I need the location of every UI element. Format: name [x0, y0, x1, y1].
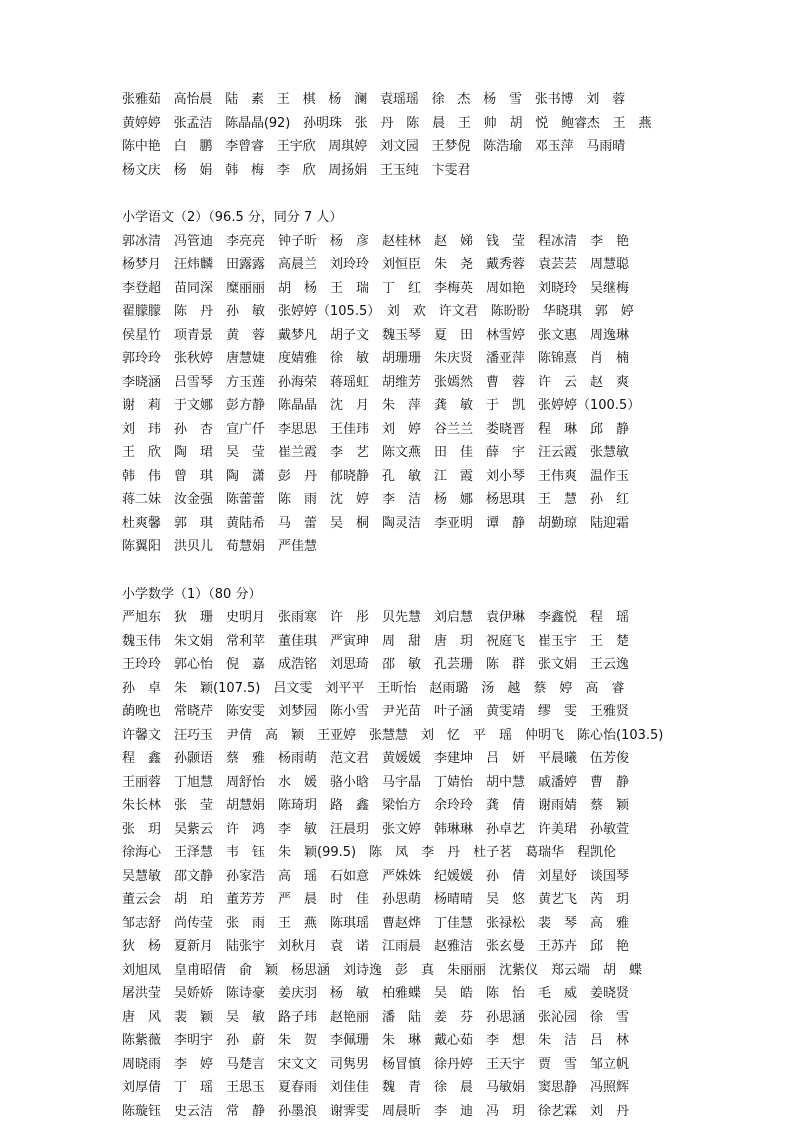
name-row: 魏玉伟 朱文娟 常利苹 董佳琪 严寅珅 周 甜 唐 玥 祝庭飞 崔玉宇 王 楚 — [122, 633, 630, 649]
name-row: 郭冰清 冯管迪 李亮亮 钟子昕 杨 彦 赵桂林 赵 娣 钱 莹 程冰清 李 艳 — [122, 233, 630, 249]
name-row: 唐 风 裴 颖 吴 敏 路子玮 赵艳丽 潘 陆 姜 芬 孙思涵 张沁园 徐 雪 — [122, 1009, 630, 1025]
name-row: 郭玲玲 张秋婷 唐慧婕 度婧雅 徐 敏 胡珊珊 朱庆贤 潘亚萍 陈锦熹 肖 楠 — [122, 351, 630, 366]
name-row: 张 玥 吴紫云 许 鸿 李 敏 汪晨玥 张文婷 韩琳琳 孙卓艺 许美珺 孙敏萱 — [122, 821, 630, 837]
name-row: 严旭东 狄 珊 史明月 张雨寒 许 彤 贝先慧 刘启慧 袁伊琳 李鑫悦 程 瑶 — [122, 610, 630, 625]
name-row: 屠洪莹 吴娇娇 陈诗豪 姜庆羽 杨 敏 柏雅蝶 吴 皓 陈 怡 毛 威 姜晓贤 — [122, 986, 630, 1001]
name-row: 周晓雨 李 婷 马楚言 宋文文 司隽男 杨冒慎 徐丹婷 王天宇 贾 雪 邹立帆 — [122, 1056, 630, 1072]
name-row: 黄婷婷 张孟洁 陈晶晶(92) 孙明珠 张 丹 陈 晨 王 帅 胡 悦 鲍睿杰 王 燕 — [122, 115, 652, 131]
name-list-section-continued — [122, 88, 682, 182]
math-1-section — [122, 583, 682, 1124]
name-row: 韩 伟 曾 琪 陶 潇 彭 丹 郁晓静 孔 敏 江 霞 刘小琴 王伟爽 温作玉 — [122, 468, 630, 484]
name-row: 刘 玮 孙 杏 宣广仟 李思思 王佳玮 刘 婷 谷兰兰 娄晓晋 程 琳 邱 静 — [122, 421, 630, 437]
name-row: 许馨文 汪巧玉 尹倩 高 颖 王亚婷 张慧慧 刘 忆 平 瑶 仲明飞 陈心怡(103.5) — [122, 727, 664, 743]
name-row: 杨梦月 汪炜麟 田露露 高晨兰 刘玲玲 刘恒臣 朱 尧 戴秀蓉 袁芸芸 周慧聪 — [122, 257, 630, 272]
name-row: 陈璇钰 史云洁 常 静 孙墨浪 谢霁雯 周晨昕 李 迪 冯 玥 徐艺霖 刘 丹 — [122, 1103, 630, 1119]
name-row: 谢 莉 于文娜 彭方静 陈晶晶 沈 月 朱 萍 龚 敏 于 凯 张婷婷（100.5） — [122, 398, 641, 413]
name-row: 蓢晚也 常晓芹 陈安雯 刘梦园 陈小雪 尹光苗 叶子涵 黄雯靖 缪 雯 王雅贤 — [122, 704, 630, 719]
name-row: 蒋二妹 汝金强 陈蕾蕾 陈 雨 沈 婷 李 洁 杨 娜 杨思琪 王 慧 孙 红 — [122, 492, 630, 507]
name-row: 董云会 胡 珀 董芳芳 严 晨 时 佳 孙思萌 杨晴晴 吴 悠 黄艺飞 芮 玥 — [122, 892, 630, 907]
name-row: 张雅茹 高怡晨 陆 素 王 棋 杨 澜 袁瑶瑶 徐 杰 杨 雪 张书博 刘 蓉 — [122, 92, 626, 107]
name-row: 刘厚倩 丁 瑶 王思玉 夏春雨 刘佳佳 魏 青 徐 晨 马敏娟 窦思静 冯照辉 — [122, 1080, 630, 1095]
name-row: 王 欣 陶 珺 吴 莹 崔兰霞 李 艺 陈文燕 田 佳 薛 宇 汪云霞 张慧敏 — [122, 445, 630, 460]
name-row: 陈中艳 白 鹏 李曾睿 王宇欣 周琪婷 刘文园 王梦倪 陈浩瑜 邓玉萍 马雨晴 — [122, 139, 626, 154]
name-row: 陈紫薇 李明宇 孙 蔚 朱 贺 李佩珊 朱 琳 戴心茹 李 想 朱 洁 吕 林 — [122, 1033, 630, 1048]
document-page — [122, 88, 682, 1147]
name-row: 侯星竹 项青景 黄 蓉 戴梦凡 胡子文 魏玉琴 夏 田 林雪婷 张文惠 周逸琳 — [122, 327, 630, 343]
name-row: 翟朦朦 陈 丹 孙 敏 张婷婷（105.5） 刘 欢 许文君 陈盼盼 华晓琪 郭 婷 — [122, 304, 634, 319]
name-row: 杜爽馨 郭 琪 黄陆希 马 蕾 吴 桐 陶灵洁 李亚明 谭 静 胡勤琼 陆迎霜 — [122, 515, 630, 531]
name-row: 王玲玲 郭心怡 倪 嘉 成浩铭 刘思琦 邵 敏 孔芸珊 陈 群 张文娟 王云逸 — [122, 657, 630, 672]
name-row: 王丽蓉 丁旭慧 周舒怡 水 媛 骆小晗 马宇晶 丁婧怡 胡中慧 戚潘婷 曹 静 — [122, 774, 630, 790]
name-row: 邹志舒 尚传莹 张 雨 王 燕 陈琪瑶 曹赵烨 丁佳慧 张禄松 裴 琴 高 雅 — [122, 915, 630, 931]
name-row: 狄 杨 夏新月 陆张宇 刘秋月 袁 诺 江雨晨 赵雅洁 张玄曼 王苏卉 邱 艳 — [122, 939, 630, 954]
name-row: 陈翼阳 洪贝儿 荀慧娟 严佳慧 — [122, 539, 318, 554]
name-row: 杨文庆 杨 娟 韩 梅 李 欣 周扬娟 王玉纯 卞雯君 — [122, 162, 471, 178]
name-row: 李晓涵 吕雪琴 方玉莲 孙海荣 蒋瑶虹 胡维芳 张嫣然 曹 蓉 许 云 赵 爽 — [122, 374, 630, 390]
name-row: 吴慧敏 邵文静 孙家浩 高 瑶 石如意 严姝姝 纪媛媛 孙 倩 刘星妤 谈国琴 — [122, 868, 630, 884]
section-heading: 小学数学（1）（80 分） — [122, 586, 262, 602]
name-row: 程 鑫 孙颢语 蔡 雅 杨雨萌 范文君 黄媛媛 李建坤 吕 妍 平晨曦 伍芳俊 — [122, 751, 630, 766]
chinese-2-section — [122, 206, 682, 559]
name-row: 朱长林 张 莹 胡慧娟 陈琦玥 路 鑫 梁怡方 余玲玲 龚 倩 谢雨婧 蔡 颖 — [122, 798, 630, 813]
name-row: 刘旭凤 皇甫昭倩 俞 颖 杨思涵 刘诗逸 彭 真 朱丽丽 沈紫仪 郑云端 胡 蝶 — [122, 962, 643, 978]
name-row: 徐海心 王泽慧 韦 钰 朱 颖(99.5) 陈 凤 李 丹 杜子茗 葛瑞华 程凯伦 — [122, 845, 617, 860]
name-row: 李登超 苗同深 糜丽丽 胡 杨 王 瑞 丁 红 李梅英 周如艳 刘晓玲 吴继梅 — [122, 280, 630, 296]
name-row: 孙 卓 朱 颖(107.5) 吕文雯 刘平平 王昕怡 赵雨璐 汤 越 蔡 婷 高 睿 — [122, 680, 625, 696]
section-heading: 小学语文（2）（96.5 分，同分 7 人） — [122, 210, 343, 225]
